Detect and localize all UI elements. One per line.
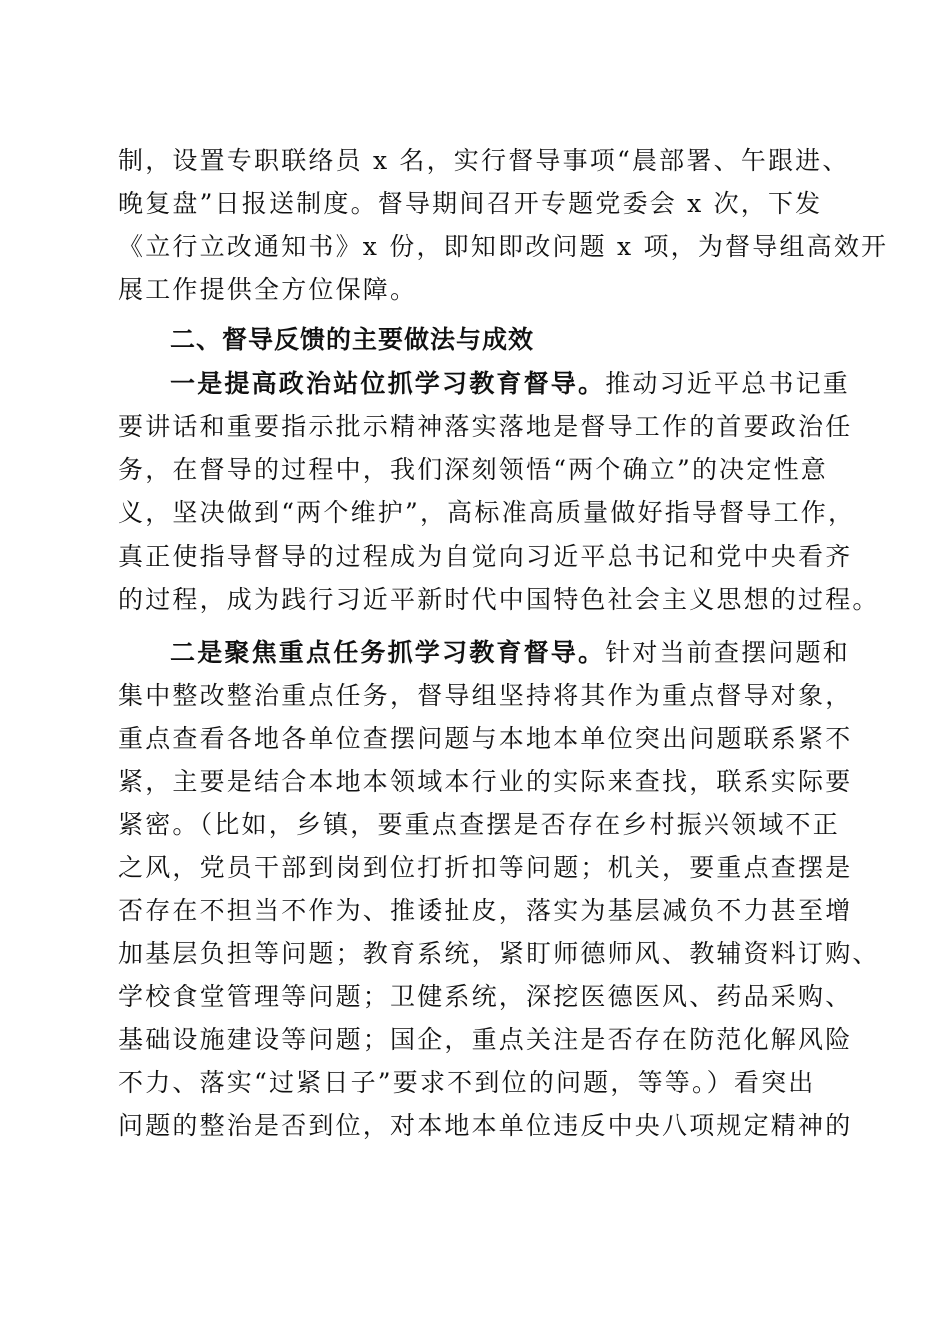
paragraph-line: 的过程，成为践行习近平新时代中国特色社会主义思想的过程。: [118, 585, 880, 614]
paragraph-lead: 二是聚焦重点任务抓学习教育督导。: [170, 638, 606, 667]
paragraph-line: 不力、落实“过紧日子”要求不到位的问题，等等。）看突出: [118, 1068, 816, 1097]
paragraph-line: 紧密。（比如，乡镇，要重点查摆是否存在乡村振兴领域不正: [118, 810, 840, 839]
paragraph-text: 推动习近平总书记重: [605, 369, 851, 398]
paragraph-line: 基础设施建设等问题；国企，重点关注是否存在防范化解风险: [118, 1025, 853, 1054]
paragraph-line: 制，设置专职联络员 x 名，实行督导事项“晨部署、午跟进、: [118, 146, 850, 175]
paragraph-line: 真正使指导督导的过程成为自觉向习近平总书记和党中央看齐: [118, 542, 853, 571]
paragraph-line: 《立行立改通知书》x 份，即知即改问题 x 项，为督导组高效开: [118, 232, 889, 261]
paragraph-line: 之风，党员干部到岗到位打折扣等问题；机关，要重点查摆是: [118, 853, 853, 882]
paragraph-line: 紧，主要是结合本地本领域本行业的实际来查找，联系实际要: [118, 767, 853, 796]
paragraph-first-line: [170, 364, 851, 404]
paragraph-line: 否存在不担当不作为、推诿扯皮，落实为基层减负不力甚至增: [118, 896, 853, 925]
paragraph-line: 义，坚决做到“两个维护”，高标准高质量做好指导督导工作，: [118, 498, 856, 527]
paragraph-line: 问题的整治是否到位，对本地本单位违反中央八项规定精神的: [118, 1111, 853, 1140]
paragraph-line: 加基层负担等问题；教育系统，紧盯师德师风、教辅资料订购、: [118, 939, 880, 968]
paragraph-line: 晚复盘”日报送制度。督导期间召开专题党委会 x 次，下发: [118, 189, 823, 218]
paragraph-line: 务，在督导的过程中，我们深刻领悟“两个确立”的决定性意: [118, 455, 828, 484]
paragraph-lead: 一是提高政治站位抓学习教育督导。: [170, 369, 606, 398]
paragraph-line: 重点查看各地各单位查摆问题与本地本单位突出问题联系紧不: [118, 724, 853, 753]
paragraph-line: 集中整改整治重点任务，督导组坚持将其作为重点督导对象，: [118, 681, 853, 710]
paragraph-line: 要讲话和重要指示批示精神落实落地是督导工作的首要政治任: [118, 412, 853, 441]
paragraph-line: 学校食堂管理等问题；卫健系统，深挖医德医风、药品采购、: [118, 982, 853, 1011]
paragraph-first-line: [170, 633, 851, 673]
paragraph-line: 展工作提供全方位保障。: [118, 275, 418, 304]
paragraph-text: 针对当前查摆问题和: [605, 638, 851, 667]
section-heading: 二、督导反馈的主要做法与成效: [170, 325, 535, 354]
